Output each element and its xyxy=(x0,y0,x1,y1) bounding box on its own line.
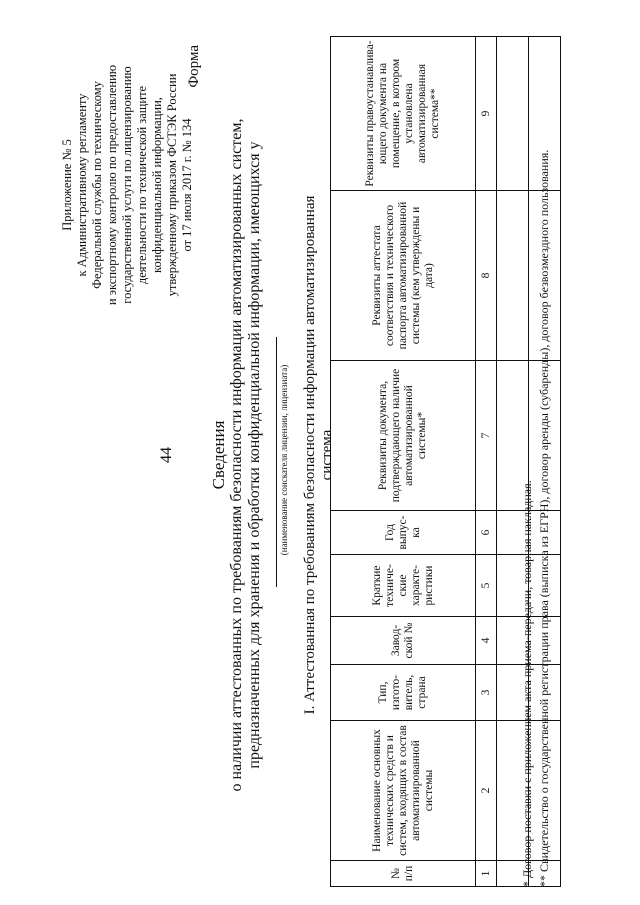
header-cell-attestat: Реквизиты аттестата соответствия и технического паспорта автоматизированной системы (кем утверждены и дата) xyxy=(331,191,476,361)
number-cell: 1 xyxy=(476,861,497,887)
appendix-line: и экспортному контролю по предоставлению xyxy=(105,64,119,306)
form-label: Форма xyxy=(186,45,202,88)
header-cell-number: № п/п xyxy=(331,861,476,887)
appendix-line: утвержденному приказом ФСТЭК России xyxy=(165,73,179,297)
header-cell-name: Наименование основных технических средств и систем, входящих в состав автоматизированной системы xyxy=(331,721,476,861)
appendix-line: государственной услуги по лицензированию xyxy=(120,66,134,304)
number-cell: 4 xyxy=(476,617,497,665)
appendix-block xyxy=(60,25,195,345)
appendix-line: Федеральной службы по техническому xyxy=(90,81,104,289)
number-cell: 7 xyxy=(476,361,497,511)
number-cell: 9 xyxy=(476,37,497,191)
number-cell: 3 xyxy=(476,665,497,721)
number-cell: 6 xyxy=(476,511,497,555)
appendix-line: от 17 июля 2017 г. № 134 xyxy=(180,118,194,252)
header-cell-serial: Завод-ской № xyxy=(331,617,476,665)
header-cell-specs: Краткие техниче-ские характе-ристики xyxy=(331,555,476,617)
number-cell: 2 xyxy=(476,721,497,861)
header-cell-premises: Реквизиты правоустанавлива-ющего документа на помещение, в котором установлена автоматизированная система** xyxy=(331,37,476,191)
header-cell-type: Тип, изгото-витель, страна xyxy=(331,665,476,721)
applicant-caption: (наименование соискателя лицензии, лицензиата) xyxy=(279,364,289,556)
number-cell: 8 xyxy=(476,191,497,361)
section-title: I. Аттестованная по требованиям безопасности информации автоматизированная система xyxy=(302,195,335,715)
table-header-row xyxy=(331,37,476,887)
page-number: 44 xyxy=(158,447,175,463)
header-cell-doc: Реквизиты документа, подтверждающего наличие автоматизированной системы* xyxy=(331,361,476,511)
number-cell: 5 xyxy=(476,555,497,617)
footnote-1: * Договор поставки с приложением акта приема-передачи, товарная накладная. xyxy=(520,480,534,887)
title-line-2: предназначенных для хранения и обработки конфиденциальной информации, имеющихся у xyxy=(246,141,263,769)
applicant-underline xyxy=(276,337,277,587)
table-number-row xyxy=(476,37,497,887)
document-title xyxy=(210,105,264,805)
header-cell-year: Год выпус-ка xyxy=(331,511,476,555)
appendix-line: к Административному регламенту xyxy=(75,93,89,277)
title-line-1: о наличии аттестованных по требованиям безопасности информации автоматизированных систем, xyxy=(228,118,245,792)
appendix-line: деятельности по технической защите xyxy=(135,85,149,285)
title-main: Сведения xyxy=(209,420,228,490)
appendix-line: конфиденциальной информации, xyxy=(150,97,164,273)
appendix-line: Приложение № 5 xyxy=(60,139,74,231)
footnote-2: ** Свидетельство о государственной регистрации права (выписка из ЕГРН), договор аренды (субаренды), договор безвозмездного пользования. xyxy=(537,149,551,887)
footnotes xyxy=(520,37,554,887)
